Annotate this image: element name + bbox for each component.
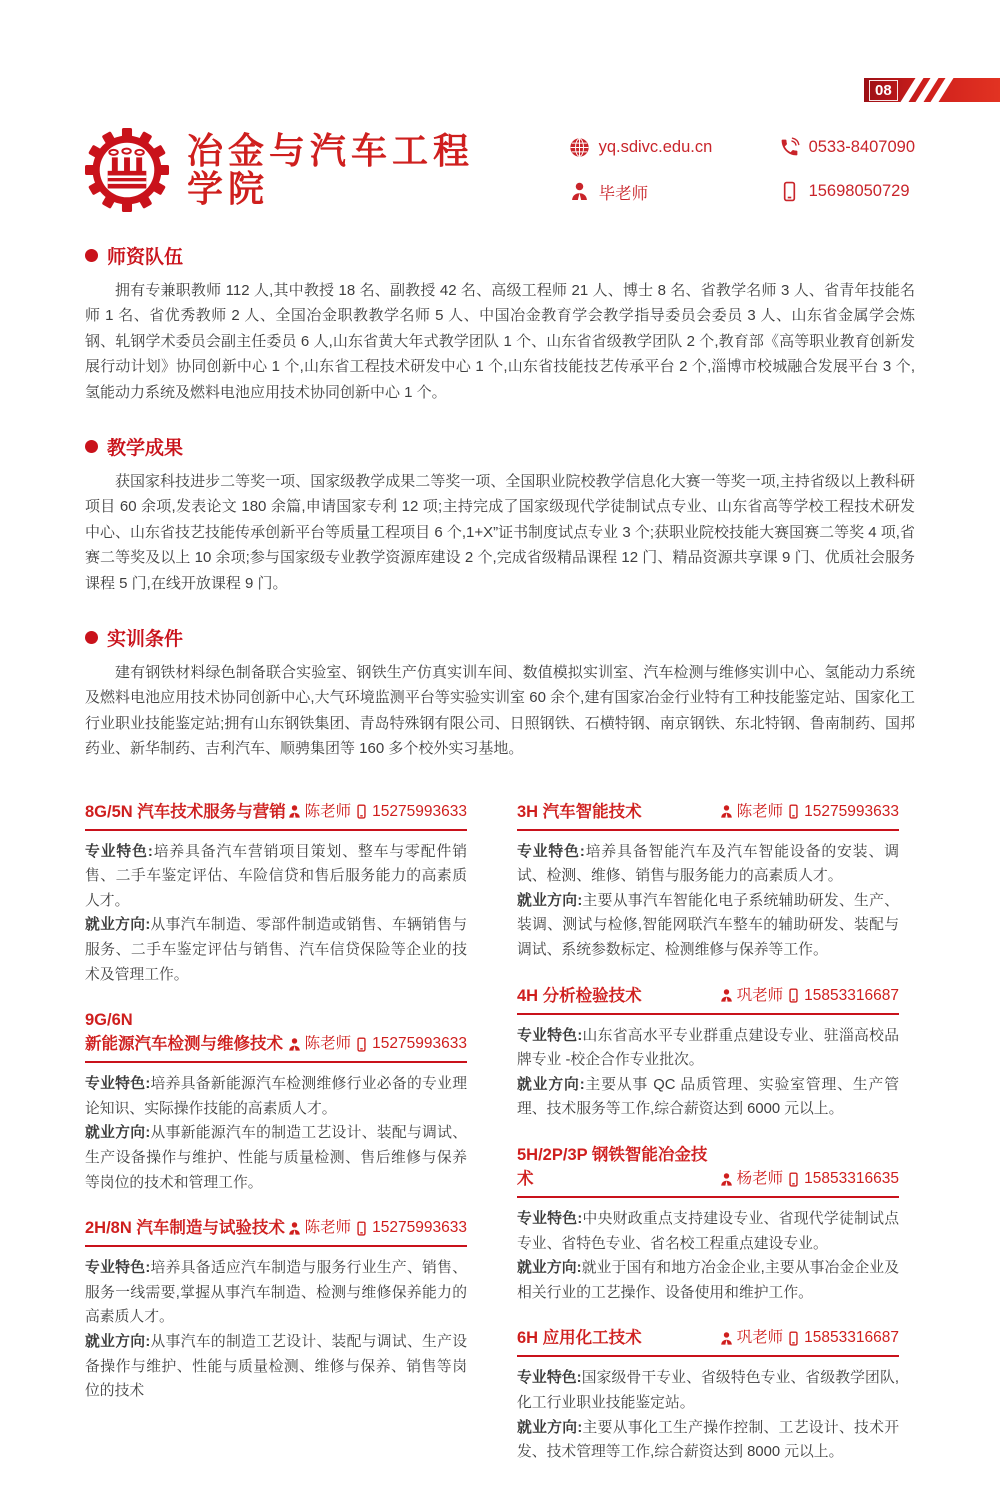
program-feature: 专业特色:国家级骨干专业、省级特色专业、省级教学团队,化工行业职业技能鉴定站。 — [517, 1370, 899, 1411]
website-row — [569, 137, 765, 158]
program-feature: 专业特色:培养具备汽车营销项目策划、整车与零配件销售、二手车鉴定评估、车险信贷和售后服务能力的高素质人才。 — [85, 843, 467, 909]
program-column-left — [85, 800, 467, 1486]
college-name — [187, 132, 474, 208]
section-body: 获国家科技进步二等奖一项、国家级教学成果二等奖一项、全国职业院校教学信息化大赛一等奖一项,主持省级以上教科研项目 60 余项,发表论文 180 余篇,申请国家专利 12 项;主持完成了国家级现代学徒制试点专业、山东省高等学校工程技术研发中心、山东省技艺技能传承创新平台等质量工程项目 6 个,1+X”证书制度试点专业 3 个;获职业院校技能大赛国赛二等奖 4 项,省赛二等奖及以上 10 余项;参与国家级专业教学资源库建设 2 个,完成省级精品课程 12 门、精品资源共享课 9 门、优质社会服务课程 5 门,在线开放课程 9 门。 — [85, 473, 915, 592]
person-icon — [287, 804, 302, 819]
teacher-phone: 15853316687 — [804, 986, 899, 1004]
teacher-name: 陈老师 — [304, 802, 352, 820]
section-training-facilities — [85, 624, 915, 762]
phone-icon — [779, 137, 800, 158]
program-column-right — [517, 800, 899, 1486]
teacher-phone: 15275993633 — [372, 1035, 467, 1053]
globe-icon — [569, 137, 590, 158]
mobile-row — [779, 180, 915, 204]
program-title — [85, 1216, 285, 1240]
divider — [85, 1061, 467, 1063]
feature-label: 专业特色: — [517, 1370, 582, 1387]
mobile-text: 15698050729 — [808, 182, 910, 200]
program-contact — [287, 1216, 467, 1240]
mobile-icon — [786, 804, 801, 819]
program-feature: 专业特色:培养具备新能源汽车检测维修行业必备的专业理论知识、实际操作技能的高素质人才。 — [85, 1076, 467, 1117]
teacher-name: 陈老师 — [304, 1035, 352, 1053]
teacher-name: 巩老师 — [736, 986, 784, 1004]
career-label: 就业方向: — [517, 1419, 583, 1436]
program-contact — [287, 800, 467, 824]
bullet-dot-icon — [85, 249, 98, 262]
program-card-2h8n — [85, 1216, 467, 1404]
section-teaching-achievements — [85, 433, 915, 596]
college-name-line2: 学院 — [187, 168, 270, 209]
career-label: 就业方向: — [85, 1334, 151, 1350]
program-card-8g5n — [85, 800, 467, 988]
program-contact — [719, 800, 899, 824]
teacher-phone: 15275993633 — [804, 802, 899, 820]
program-career: 就业方向:主要从事 QC 品质管理、实验室管理、生产管理、技术服务等工作,综合薪资达到 6000 元以上。 — [517, 1076, 899, 1118]
program-name: 4H 分析检验技术 — [517, 986, 642, 1005]
bullet-dot-icon — [85, 440, 98, 453]
feature-label: 专业特色: — [85, 843, 153, 860]
header-contact-info — [569, 137, 915, 204]
feature-label: 专业特色: — [517, 1027, 583, 1044]
mobile-icon — [354, 1037, 369, 1052]
program-contact — [287, 1032, 467, 1056]
program-contact — [719, 1326, 899, 1350]
program-name: 6H 应用化工技术 — [517, 1329, 642, 1348]
program-card-6h — [517, 1326, 899, 1464]
page-number: 08 — [869, 80, 898, 101]
mobile-icon — [786, 1172, 801, 1187]
section-title: 教学成果 — [107, 438, 184, 460]
program-title — [85, 1008, 283, 1056]
teacher-name: 杨老师 — [736, 1170, 784, 1188]
program-title — [517, 1326, 642, 1350]
program-feature: 专业特色:山东省高水平专业群重点建设专业、驻淄高校品牌专业 -校企合作专业批次。 — [517, 1027, 899, 1069]
program-name: 2H/8N 汽车制造与试验技术 — [85, 1219, 285, 1238]
section-faculty — [85, 242, 915, 405]
section-title: 师资队伍 — [107, 247, 184, 268]
program-contact — [719, 984, 899, 1008]
divider — [517, 1013, 899, 1015]
phone-text: 0533-8407090 — [808, 137, 915, 156]
program-title — [85, 800, 286, 824]
program-career: 就业方向:从事新能源汽车的制造工艺设计、装配与调试、生产设备操作与维护、性能与质量检测、售后维修与保养等岗位的技术和管理工作。 — [85, 1125, 467, 1191]
teacher-phone: 15853316687 — [804, 1329, 899, 1347]
gear-factory-logo-icon — [85, 126, 169, 214]
program-name: 新能源汽车检测与维修技术 — [85, 1035, 283, 1054]
feature-label: 专业特色: — [517, 1211, 583, 1228]
contact-person-row — [569, 180, 765, 204]
bullet-dot-icon — [85, 631, 98, 644]
program-title — [517, 800, 642, 824]
program-career: 就业方向:从事汽车的制造工艺设计、装配与调试、生产设备操作与维护、性能与质量检测、维修与保养、销售等岗位的技术 — [85, 1334, 467, 1400]
program-name: 3H 汽车智能技术 — [517, 802, 642, 821]
person-icon — [719, 804, 734, 819]
divider — [85, 1245, 467, 1247]
website-text: yq.sdivc.edu.cn — [598, 137, 713, 156]
program-title — [517, 1143, 719, 1191]
program-career: 就业方向:就业于国有和地方冶金企业,主要从事冶金企业及相关行业的工艺操作、设备使用和维护工作。 — [517, 1260, 899, 1301]
teacher-phone: 15275993633 — [372, 802, 467, 820]
section-title: 实训条件 — [107, 629, 184, 651]
program-name: 5H/2P/3P 钢铁智能冶金技术 — [517, 1146, 708, 1189]
career-label: 就业方向: — [517, 1076, 585, 1093]
person-icon — [287, 1037, 302, 1052]
program-contact — [719, 1167, 899, 1191]
diagonal-stripes-decoration — [908, 78, 946, 102]
program-card-4h — [517, 984, 899, 1122]
program-code: 9G/6N — [85, 1011, 133, 1030]
program-card-9g6n — [85, 1008, 467, 1195]
program-career: 就业方向:主要从事化工生产操作控制、工艺设计、技术开发、技术管理等工作,综合薪资达到 8000 元以上。 — [517, 1419, 899, 1461]
career-label: 就业方向: — [517, 892, 583, 909]
teacher-phone: 15853316635 — [804, 1170, 899, 1188]
mobile-icon — [354, 1221, 369, 1236]
section-body: 建有钢铁材料绿色制备联合实验室、钢铁生产仿真实训车间、数值模拟实训室、汽车检测与维修实训中心、氢能动力系统及燃料电池应用技术协同创新中心,大气环境监测平台等实验实训室 60 余个,建有国家冶金行业特有工种技能鉴定站、国家化工行业职业技能鉴定站;拥有山东钢铁集团、青岛特殊钢有限公司、日照钢铁、石横特钢、南京钢铁、东北特钢、鲁南制药、国邦药业、新华制药、吉利汽车、顺骋集团等 160 多个校外实习基地。 — [85, 664, 915, 758]
person-icon — [287, 1221, 302, 1236]
program-list — [85, 800, 915, 1486]
teacher-phone: 15275993633 — [372, 1219, 467, 1237]
program-title — [517, 984, 642, 1008]
feature-label: 专业特色: — [517, 843, 585, 860]
program-feature: 专业特色:培养具备智能汽车及汽车智能设备的安装、调试、检测、维修、销售与服务能力的高素质人才。 — [517, 843, 899, 885]
section-body: 拥有专兼职教师 112 人,其中教授 18 名、副教授 42 名、高级工程师 21 人、博士 8 名、省教学名师 3 人、省青年技能名师 1 名、省优秀教师 2 人、全国冶金职教教学名师 5 人、中国冶金教育学会教学指导委员会委员 3 人、山东省金属学会炼钢、轧钢学术委员会副主任委员 6 人,山东省黄大年式教学团队 1 个、山东省省级教学团队 2 个,教育部《高等职业教育创新发展行动计划》协同创新中心 1 个,山东省工程技术研发中心 1 个,山东省技能技艺传承平台 2 个,淄博市校城融合发展平台 3 个,氢能动力系统及燃料电池应用技术协同创新中心 1 个。 — [85, 282, 915, 401]
career-label: 就业方向: — [85, 917, 151, 934]
career-label: 就业方向: — [85, 1125, 151, 1142]
person-icon — [719, 1331, 734, 1346]
teacher-name: 陈老师 — [304, 1219, 352, 1237]
divider — [85, 829, 467, 831]
program-career: 就业方向:从事汽车制造、零部件制造或销售、车辆销售与服务、二手车鉴定评估与销售、汽车信贷保险等企业的技术及管理工作。 — [85, 917, 467, 983]
teacher-name: 陈老师 — [736, 802, 784, 820]
divider — [517, 829, 899, 831]
program-career: 就业方向:主要从事汽车智能化电子系统辅助研发、生产、装调、测试与检修,智能网联汽车整车的辅助研发、装配与调试、系统参数标定、检测维修与保养等工作。 — [517, 892, 899, 959]
college-header — [85, 126, 915, 214]
mobile-icon — [786, 988, 801, 1003]
section-heading — [85, 433, 915, 460]
person-icon — [569, 181, 590, 202]
person-icon — [719, 1172, 734, 1187]
section-heading — [85, 242, 915, 269]
teacher-name: 巩老师 — [736, 1329, 784, 1347]
contact-person-text: 毕老师 — [598, 184, 649, 203]
phone-row — [779, 137, 915, 158]
section-heading — [85, 624, 915, 651]
program-feature: 专业特色:培养具备适应汽车制造与服务行业生产、销售、服务一线需要,掌握从事汽车制造、检测与维修保养能力的高素质人才。 — [85, 1260, 467, 1326]
program-card-3h — [517, 800, 899, 963]
program-card-5h2p3p — [517, 1143, 899, 1305]
divider — [517, 1355, 899, 1357]
feature-label: 专业特色: — [85, 1260, 151, 1277]
program-feature: 专业特色:中央财政重点支持建设专业、省现代学徒制试点专业、省特色专业、省名校工程重点建设专业。 — [517, 1211, 899, 1252]
mobile-icon — [786, 1331, 801, 1346]
divider — [517, 1196, 899, 1198]
career-label: 就业方向: — [517, 1260, 582, 1277]
mobile-icon — [779, 181, 800, 202]
mobile-icon — [354, 804, 369, 819]
program-name: 8G/5N 汽车技术服务与营销 — [85, 802, 286, 821]
college-name-line1: 冶金与汽车工程 — [187, 130, 475, 171]
person-icon — [719, 988, 734, 1003]
page-number-banner — [864, 78, 1000, 102]
feature-label: 专业特色: — [85, 1076, 151, 1093]
